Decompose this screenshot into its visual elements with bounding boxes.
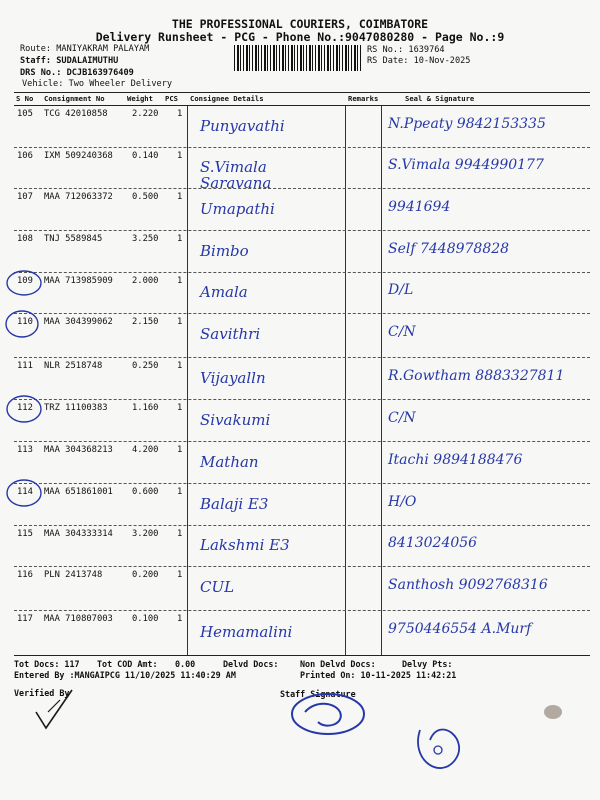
- row-sno: 105: [17, 109, 33, 119]
- row-consignee-handwriting: CUL: [200, 578, 235, 597]
- circle-mark: [7, 271, 41, 295]
- row-sno: 109: [17, 276, 33, 286]
- row-seal-handwriting: 9941694: [388, 198, 451, 215]
- row-seal-handwriting: H/O: [388, 493, 417, 510]
- row-weight: 2.000: [132, 276, 159, 286]
- row-pcs: 1: [177, 529, 183, 539]
- row-sno: 115: [17, 529, 33, 539]
- rs-number: RS No.: 1639764: [367, 45, 445, 55]
- row-consignment-no: MAA 712063372: [44, 192, 113, 202]
- row-consignment-no: PLN 2413748: [44, 570, 103, 580]
- row-consignment-no: MAA 713985909: [44, 276, 113, 286]
- company-title: THE PROFESSIONAL COURIERS, COIMBATORE: [171, 17, 429, 31]
- row-seal-handwriting: Santhosh 9092768316: [388, 577, 548, 593]
- row-weight: 0.600: [132, 487, 159, 497]
- runsheet-subtitle: Delivery Runsheet - PCG - Phone No.:9047080280 - Page No.:9: [95, 30, 505, 44]
- row-sno: 117: [17, 614, 33, 624]
- vehicle-label: Vehicle: Two Wheeler Delivery: [22, 79, 173, 89]
- row-consignment-no: MAA 651861001: [44, 487, 113, 497]
- total-docs: Tot Docs: 117: [14, 659, 80, 669]
- row-seal-handwriting: R.Gowtham 8883327811: [388, 367, 565, 384]
- circle-mark: [7, 480, 41, 506]
- row-consignment-no: TCG 42010858: [44, 109, 108, 119]
- row-consignee-handwriting: S.Vimala Saravana: [200, 158, 272, 193]
- row-pcs: 1: [177, 234, 183, 244]
- total-cod-value: 0.00: [175, 659, 196, 669]
- col-seal: Seal & Signature: [405, 94, 475, 103]
- rs-date: RS Date: 10-Nov-2025: [367, 56, 471, 66]
- row-consignee-handwriting: Balaji E3: [200, 494, 269, 513]
- verified-tick-mark: [36, 690, 72, 728]
- row-consignee-handwriting: Umapathi: [200, 199, 275, 218]
- col-consignee: Consignee Details: [190, 94, 264, 103]
- row-weight: 0.140: [132, 151, 159, 161]
- row-seal-handwriting: S.Vimala 9944990177: [388, 157, 544, 174]
- row-seal-handwriting: D/L: [388, 282, 414, 299]
- row-sno: 106: [17, 151, 33, 161]
- row-consignment-no: TRZ 11100383: [44, 403, 108, 413]
- row-consignee-handwriting: Lakshmi E3: [200, 536, 290, 555]
- row-weight: 4.200: [132, 445, 159, 455]
- route-label: Route: MANIYAKRAM PALAYAM: [20, 44, 150, 54]
- row-weight: 0.200: [132, 570, 159, 580]
- row-consignee-handwriting: Mathan: [200, 452, 259, 471]
- row-consignment-no: MAA 710807003: [44, 614, 113, 624]
- row-sno: 110: [17, 317, 33, 327]
- row-seal-handwriting: 9750446554 A.Murf: [388, 621, 532, 638]
- row-sno: 114: [17, 487, 33, 497]
- row-consignment-no: IXM 509240368: [44, 151, 113, 161]
- row-consignment-no: MAA 304333314: [44, 529, 113, 539]
- bottom-signature-scrawl: [418, 730, 459, 769]
- row-pcs: 1: [177, 445, 183, 455]
- row-pcs: 1: [177, 109, 183, 119]
- row-seal-handwriting: N.Ppeaty 9842153335: [388, 115, 546, 132]
- row-pcs: 1: [177, 151, 183, 161]
- row-pcs: 1: [177, 276, 183, 286]
- row-seal-handwriting: C/N: [388, 324, 416, 340]
- circle-mark: [6, 311, 38, 337]
- col-pcs: PCS: [165, 94, 178, 103]
- staff-seal-stamp: [292, 694, 364, 734]
- row-consignment-no: MAA 304368213: [44, 445, 113, 455]
- verified-by-label: Verified By: [14, 688, 70, 698]
- row-pcs: 1: [177, 192, 183, 202]
- row-pcs: 1: [177, 570, 183, 580]
- row-consignment-no: TNJ 5589845: [44, 234, 103, 244]
- staff-signature-label: Staff Signature: [280, 689, 356, 699]
- col-remarks: Remarks: [348, 94, 379, 103]
- col-consignment: Consignment No: [44, 94, 105, 103]
- printed-on: Printed On: 10-11-2025 11:42:21: [300, 670, 457, 680]
- row-pcs: 1: [177, 317, 183, 327]
- circle-mark: [7, 396, 41, 422]
- row-consignee-handwriting: Punyavathi: [200, 116, 285, 135]
- total-cod-label: Tot COD Amt:: [97, 659, 158, 669]
- row-consignee-handwriting: Amala: [200, 283, 248, 302]
- drs-label: DRS No.: DCJB163976409: [20, 68, 134, 78]
- delivered-docs: Delvd Docs:: [223, 659, 279, 669]
- row-pcs: 1: [177, 487, 183, 497]
- col-sno: S No: [16, 94, 34, 103]
- row-weight: 2.150: [132, 317, 159, 327]
- row-pcs: 1: [177, 614, 183, 624]
- bottom-signature-scrawl: [434, 746, 442, 754]
- row-sno: 116: [17, 570, 33, 580]
- row-weight: 3.200: [132, 529, 159, 539]
- row-consignee-handwriting: Savithri: [200, 325, 261, 344]
- row-seal-handwriting: Self 7448978828: [388, 240, 510, 257]
- staff-label: Staff: SUDALAIMUTHU: [20, 56, 119, 66]
- row-consignment-no: MAA 304399062: [44, 317, 113, 327]
- staff-signature-scrawl: [305, 704, 341, 726]
- row-seal-handwriting: 8413024056: [388, 535, 478, 552]
- row-weight: 3.250: [132, 234, 159, 244]
- row-seal-handwriting: C/N: [388, 409, 416, 426]
- row-sno: 113: [17, 445, 33, 455]
- non-delivered-docs: Non Delvd Docs:: [300, 659, 376, 669]
- row-weight: 0.250: [132, 361, 159, 371]
- row-consignee-handwriting: Hemamalini: [200, 622, 293, 641]
- row-consignee-handwriting: Vijayalln: [200, 368, 266, 387]
- col-weight: Weight: [127, 94, 153, 103]
- ink-smudge: [544, 705, 562, 719]
- row-weight: 2.220: [132, 109, 159, 119]
- row-weight: 0.100: [132, 614, 159, 624]
- row-pcs: 1: [177, 361, 183, 371]
- row-sno: 107: [17, 192, 33, 202]
- delivery-points: Delvy Pts:: [402, 659, 453, 669]
- row-weight: 1.160: [132, 403, 159, 413]
- row-sno: 111: [17, 361, 33, 371]
- row-consignee-handwriting: Sivakumi: [200, 410, 271, 429]
- row-consignment-no: NLR 2518748: [44, 361, 103, 371]
- row-pcs: 1: [177, 403, 183, 413]
- row-sno: 112: [17, 403, 33, 413]
- row-sno: 108: [17, 234, 33, 244]
- row-consignee-handwriting: Bimbo: [200, 241, 249, 260]
- row-seal-handwriting: Itachi 9894188476: [388, 451, 523, 468]
- row-weight: 0.500: [132, 192, 159, 202]
- entered-by: Entered By :MANGAIPCG 11/10/2025 11:40:29 AM: [14, 670, 236, 680]
